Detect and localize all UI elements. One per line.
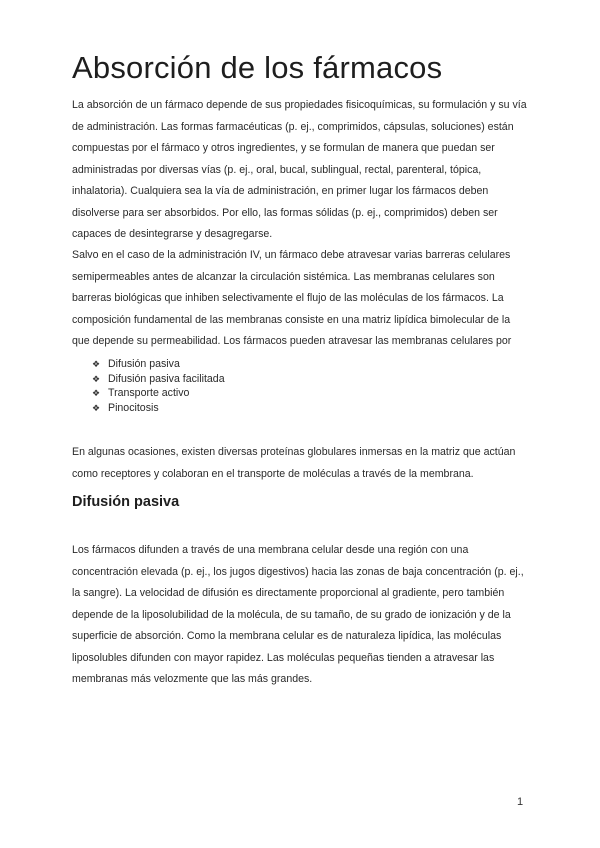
passive-diffusion-paragraph: [72, 540, 534, 691]
paragraph-line: administradas por diversas vías (p. ej., oral, bucal, sublingual, rectal, parenteral, tópica,: [72, 163, 482, 176]
list-item-label: Difusión pasiva facilitada: [108, 372, 225, 385]
paragraph-line: composición fundamental de las membranas consiste en una matriz lipídica bimolecular de la: [72, 313, 511, 326]
list-item: [92, 401, 225, 416]
paragraph-line: de administración. Las formas farmacéuticas (p. ej., comprimidos, cápsulas, soluciones) están: [72, 120, 514, 133]
paragraph-line: semipermeables antes de alcanzar la circulación sistémica. Las membranas celulares son: [72, 270, 495, 283]
paragraph-line: superficie de absorción. Como la membrana celular es de naturaleza lipídica, las moléculas: [72, 630, 502, 642]
paragraph-line: capaces de desintegrarse y desagregarse.: [72, 228, 273, 240]
intro-paragraph: [72, 95, 534, 246]
paragraph-line: que depende su permeabilidad. Los fármacos pueden atravesar las membranas celulares por: [72, 335, 512, 347]
paragraph-line: Los fármacos difunden a través de una membrana celular desde una región con una: [72, 544, 469, 556]
paragraph-line: liposolubles difunden con mayor rapidez. Las moléculas pequeñas tienden a atravesar las: [72, 651, 495, 664]
paragraph-line: la sangre). La velocidad de difusión es directamente proporcional al gradiente, pero también: [72, 587, 505, 599]
list-item: [92, 357, 225, 372]
paragraph-line: inhalatoria). Cualquiera sea la vía de administración, en primer lugar los fármacos deben: [72, 185, 489, 197]
paragraph-line: depende de la liposolubilidad de la molécula, de su tamaño, de su grado de ionización y de la: [72, 608, 511, 621]
paragraph-line: barreras biológicas que inhiben selectivamente el flujo de las moléculas de los fármacos. La: [72, 292, 504, 304]
diamond-bullet-icon: ❖: [92, 388, 101, 399]
membranes-paragraph: [72, 245, 534, 353]
paragraph-line: concentración elevada (p. ej., los jugos digestivos) hacia las zonas de baja concentración (p. ej.,: [72, 565, 524, 578]
list-item-label: Pinocitosis: [108, 401, 159, 414]
diamond-bullet-icon: ❖: [92, 359, 101, 369]
paragraph-line: compuestas por el fármaco y otros ingredientes, y se formulan de manera que puedan ser: [72, 142, 495, 154]
section-heading: Difusión pasiva: [72, 494, 180, 510]
paragraph-line: Salvo en el caso de la administración IV, un fármaco debe atravesar varias barreras celulares: [72, 249, 511, 261]
transport-mechanisms-list: [92, 357, 225, 415]
diamond-bullet-icon: ❖: [92, 402, 101, 413]
page-title: Absorción de los fármacos: [72, 50, 443, 85]
list-item-label: Transporte activo: [108, 387, 190, 400]
list-item: [92, 386, 225, 401]
paragraph-line: como receptores y colaboran en el transporte de moléculas a través de la membrana.: [72, 467, 474, 480]
paragraph-line: membranas más velozmente que las más grandes.: [72, 673, 313, 685]
paragraph-line: La absorción de un fármaco depende de sus propiedades fisicoquímicas, su formulación y su vía: [72, 99, 527, 111]
diamond-bullet-icon: ❖: [92, 373, 101, 384]
receptors-paragraph: [72, 442, 534, 485]
list-item-label: Difusión pasiva: [108, 358, 180, 370]
paragraph-line: En algunas ocasiones, existen diversas proteínas globulares inmersas en la matriz que actúan: [72, 446, 516, 458]
page-number: 1: [517, 796, 524, 808]
list-item: [92, 372, 225, 387]
paragraph-line: disolverse para ser absorbidos. Por ello, las formas sólidas (p. ej., comprimidos) deben ser: [72, 206, 498, 219]
